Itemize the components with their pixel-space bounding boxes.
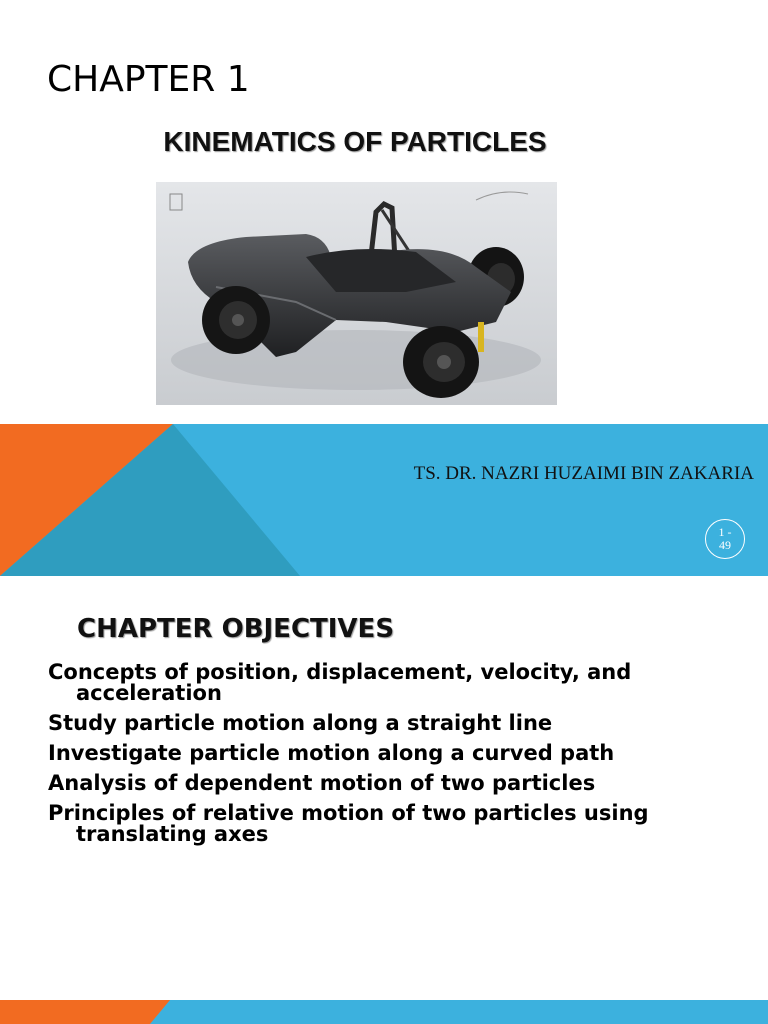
objectives-slide (0, 576, 768, 1024)
page-number: 1 - 49 (718, 525, 732, 552)
objective-item: Principles of relative motion of two particles using translating axes (48, 801, 649, 846)
objective-item: Analysis of dependent motion of two particles (48, 771, 596, 795)
objectives-list (48, 662, 748, 854)
decorative-banner (0, 424, 768, 576)
objective-item: Investigate particle motion along a curved path (48, 741, 615, 765)
objectives-heading: CHAPTER OBJECTIVES (77, 614, 395, 644)
chapter-title: CHAPTER 1 (47, 59, 250, 100)
decorative-footer-band (0, 1000, 768, 1024)
objective-item: Study particle motion along a straight line (48, 711, 553, 735)
page-number-badge (705, 519, 745, 559)
author-name: TS. DR. NAZRI HUZAIMI BIN ZAKARIA (413, 463, 754, 484)
chapter-subtitle: KINEMATICS OF PARTICLES (163, 126, 547, 157)
objective-item: Concepts of position, displacement, velocity, and acceleration (48, 660, 632, 705)
race-car-photo (156, 182, 557, 405)
